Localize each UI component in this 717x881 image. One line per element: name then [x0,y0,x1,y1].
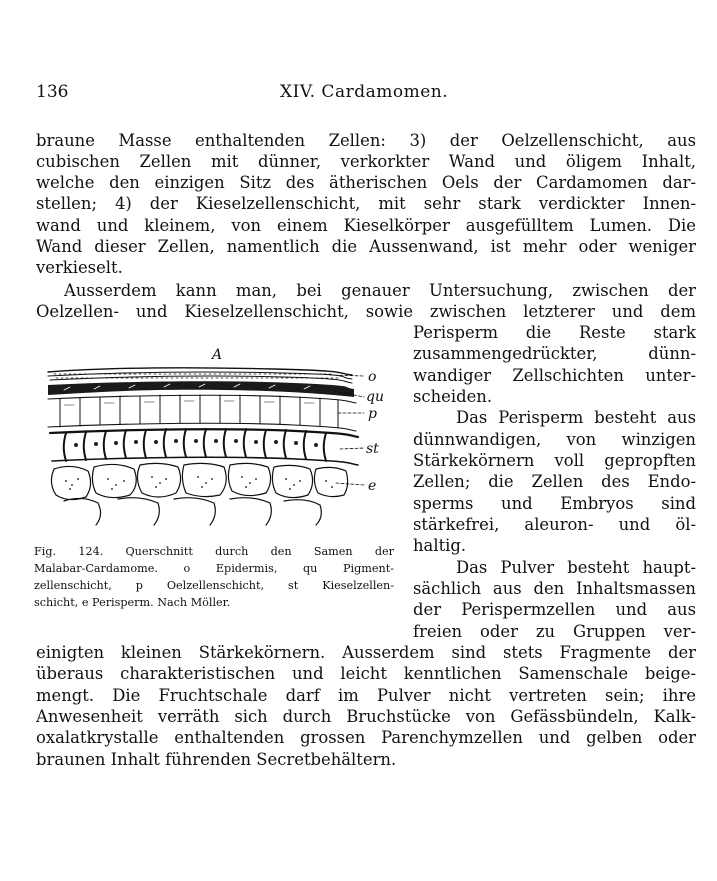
wrap-line: Das Pulver besteht haupt- [456,558,696,577]
body-line: wand und kleinem, von einem Kieselkörper ausgefülltem Lumen. Die [36,216,696,235]
figure-caption [34,543,394,611]
wrap-line: Zellen; die Zellen des Endo- [413,472,696,491]
body-line: braunen Inhalt führenden Secretbehältern. [36,750,397,769]
wrap-line: wandiger Zellschichten unter- [413,366,696,385]
wrap-line: sperms und Embryos sind [413,494,696,513]
wrap-line: freien oder zu Gruppen ver- [413,622,696,641]
body-line: stellen; 4) der Kieselzellenschicht, mit sehr stark verdickter Innen- [36,194,696,213]
figure-seed-cross-section [34,345,394,545]
body-line: cubischen Zellen mit dünner, verkorkter Wand und öligem Inhalt, [36,152,696,171]
caption-line: zellenschicht, p Oelzellenschicht, st Kieselzellen- [34,579,394,592]
page-header [36,82,696,106]
body-line: Oelzellen- und Kieselzellenschicht, sowie zwischen letzterer und dem [36,302,696,321]
body-line: einigten kleinen Stärkekörnern. Ausserdem sind stets Fragmente der [36,643,696,662]
body-line: braune Masse enthaltenden Zellen: 3) der Oelzellenschicht, aus [36,131,696,150]
wrap-line: Perisperm die Reste stark [413,323,696,342]
figure-label-p: p [368,406,377,422]
panel-label: A [212,347,223,363]
caption-line: schicht, e Perisperm. Nach Möller. [34,596,231,609]
body-line: überaus charakteristischen und leicht kenntlichen Samenschale beige- [36,664,696,683]
wrap-line: stärkefrei, aleuron- und öl- [413,515,696,534]
body-line: Ausserdem kann man, bei genauer Untersuchung, zwischen der [64,281,696,300]
wrap-line: Das Perisperm besteht aus [456,408,696,427]
figure-label-st: st [366,441,379,457]
running-title: XIV. Cardamomen. [280,82,449,102]
body-line: welche den einzigen Sitz des ätherischen Oels der Cardamomen dar- [36,173,696,192]
figure-label-qu: qu [366,389,384,405]
page-number: 136 [36,82,69,102]
wrap-line: zusammengedrückter, dünn- [413,344,696,363]
cross-section-illustration [34,345,394,545]
figure-label-o: o [368,369,377,385]
body-line: Anwesenheit verräth sich durch Bruchstücke von Gefässbündeln, Kalk- [36,707,696,726]
wrap-line: sächlich aus den Inhaltsmassen [413,579,696,598]
caption-line: Malabar-Cardamome. o Epidermis, qu Pigment- [34,562,394,575]
caption-line: Fig. 124. Querschnitt durch den Samen der [34,545,394,558]
wrap-line: Stärkekörnern voll gepropften [413,451,696,470]
wrap-line: dünnwandigen, von winzigen [413,430,696,449]
wrap-line: scheiden. [413,387,493,406]
wrap-line: haltig. [413,536,467,555]
wrap-line: der Perispermzellen und aus [413,600,696,619]
body-line: mengt. Die Fruchtschale darf im Pulver nicht vertreten sein; ihre [36,686,696,705]
body-line: verkieselt. [36,258,123,277]
body-line: Wand dieser Zellen, namentlich die Aussenwand, ist mehr oder weniger [36,237,696,256]
body-line: oxalatkrystalle enthaltenden grossen Parenchymzellen und gelben oder [36,728,696,747]
figure-label-e: e [368,478,377,494]
